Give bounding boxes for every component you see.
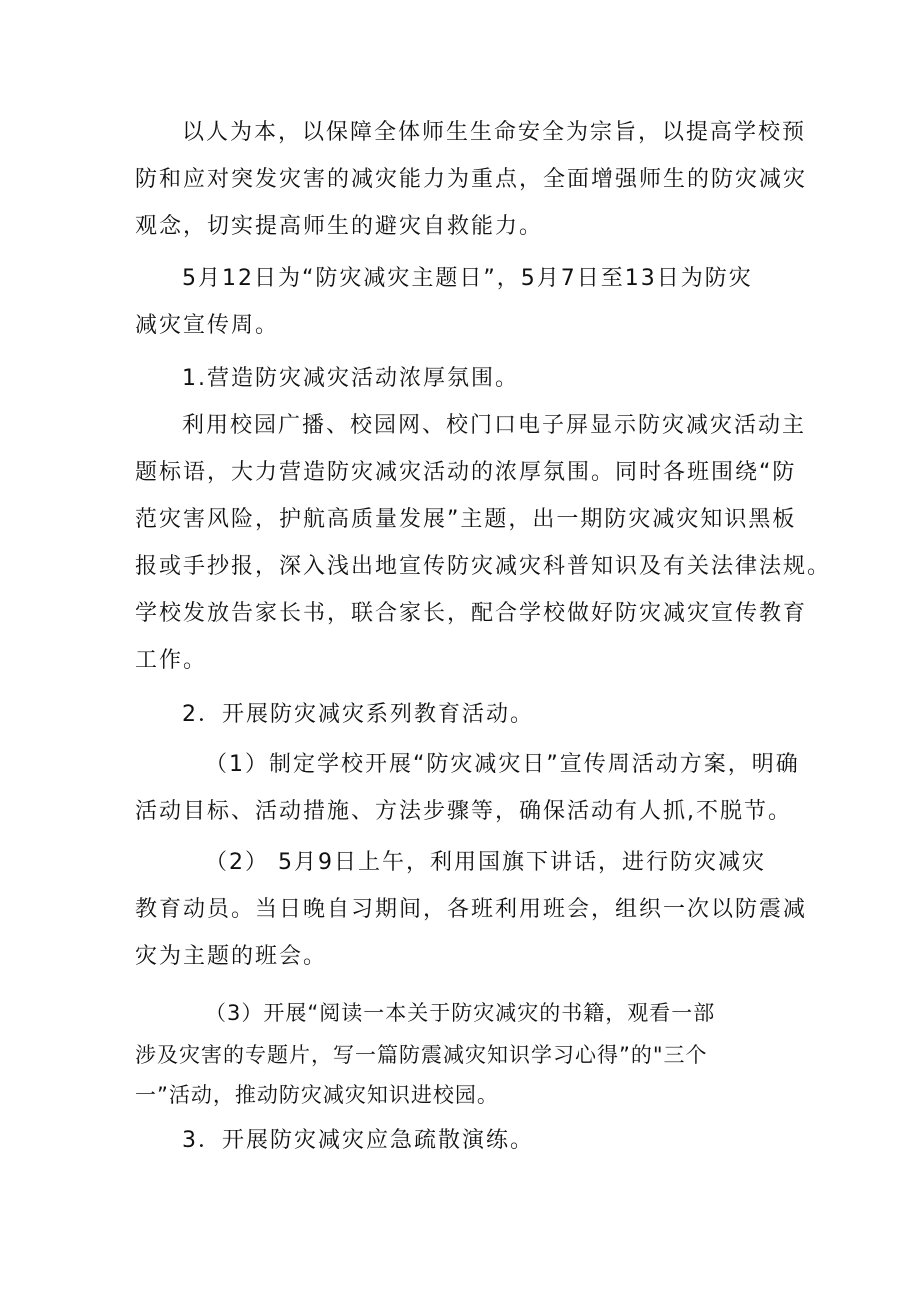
paragraph-line: 工作。	[135, 648, 208, 673]
paragraph-line: 减灾宣传周。	[135, 313, 280, 338]
section-heading: 2．开展防灾减灾系列教育活动。	[182, 702, 534, 727]
paragraph-line: 活动目标、活动措施、方法步骤等，确保活动有人抓,不脱节。	[135, 799, 792, 824]
section-heading: 1.营造防灾减灾活动浓厚氛围。	[182, 366, 519, 391]
paragraph-line: 观念，切实提高师生的避灾自救能力。	[135, 214, 544, 239]
section-heading: 3．开展防灾减灾应急疏散演练。	[182, 1128, 534, 1153]
paragraph-line: 涉及灾害的专题片，写一篇防震减灾知识学习心得”的"三个	[135, 1043, 708, 1067]
paragraph-line: （1）制定学校开展“防灾减灾日”宣传周活动方案，明确	[205, 752, 800, 777]
paragraph-line: 灾为主题的班会。	[135, 944, 328, 969]
paragraph-line: （3）开展“阅读一本关于防灾减灾的书籍，观看一部	[205, 1001, 716, 1025]
paragraph-line: （2） 5月9日上午，利用国旗下讲话，进行防灾减灾	[205, 850, 766, 875]
paragraph-line: 教育动员。当日晚自习期间，各班利用班会，组织一次以防震减	[135, 897, 808, 922]
paragraph-line: 以人为本，以保障全体师生生命安全为宗旨，以提高学校预	[182, 120, 807, 145]
paragraph-line: 5月12日为“防灾减灾主题日”，5月7日至13日为防灾	[182, 266, 753, 291]
paragraph-line: 防和应对突发灾害的减灾能力为重点，全面增强师生的防灾减灾	[135, 167, 808, 192]
paragraph-line: 学校发放告家长书，联合家长，配合学校做好防灾减灾宣传教育	[135, 601, 808, 626]
paragraph-line: 一”活动，推动防灾减灾知识进校园。	[135, 1083, 499, 1107]
paragraph-line: 利用校园广播、校园网、校门口电子屏显示防灾减灾活动主	[182, 413, 807, 438]
paragraph-line: 题标语，大力营造防灾减灾活动的浓厚氛围。同时各班围绕“防	[135, 460, 797, 485]
paragraph-line: 报或手抄报，深入浅出地宣传防灾减灾科普知识及有关法律法规。	[135, 554, 832, 579]
paragraph-line: 范灾害风险，护航高质量发展”主题，出一期防灾减灾知识黑板	[135, 507, 797, 532]
